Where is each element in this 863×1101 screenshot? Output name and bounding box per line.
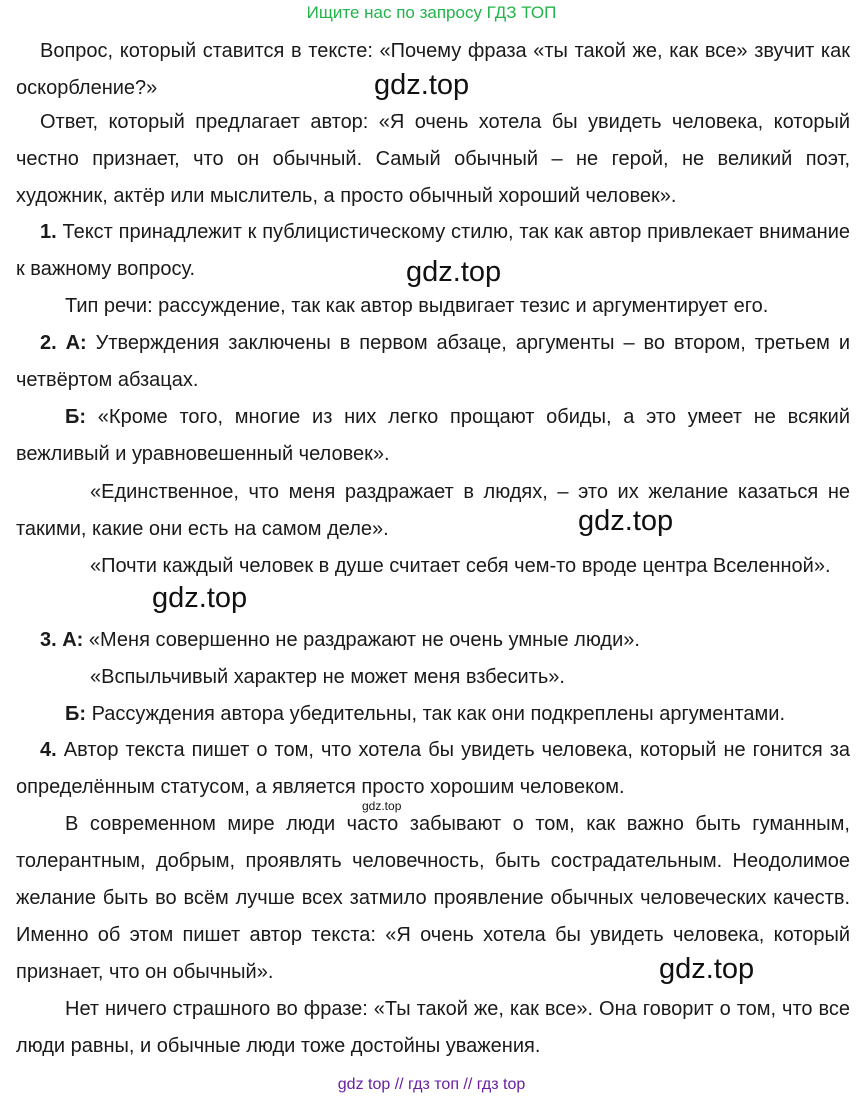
item-1-label: 1. xyxy=(40,221,57,243)
paragraph-quote-1: «Единственное, что меня раздражает в людях, – это их желание казаться не такими, какие они есть на самом деле». xyxy=(16,481,850,540)
promo-footer: gdz top // гдз топ // гдз top xyxy=(337,1076,526,1093)
paragraph-quote-2: «Почти каждый человек в душе считает себя чем-то вроде центра Вселенной». xyxy=(90,555,831,577)
promo-header: Ищите нас по запросу ГДЗ ТОП xyxy=(306,3,557,22)
watermark: gdz.top xyxy=(152,582,248,614)
paragraph-answer: Ответ, который предлагает автор: «Я очень хотела бы увидеть человека, который честно признает, что он обычный. Самый обычный – не герой, не великий поэт, художник, актёр или мыслитель, а просто обычный хороший человек». xyxy=(16,111,850,207)
item-4-text: Автор текста пишет о том, что хотела бы увидеть человека, который не гонится за определённым статусом, а является просто хорошим человеком. xyxy=(16,739,850,798)
paragraph-item-3b xyxy=(16,696,863,733)
paragraph-item-3a xyxy=(16,622,850,659)
item-4-label: 4. xyxy=(40,739,57,761)
item-3b-text: Рассуждения автора убедительны, так как они подкреплены аргументами. xyxy=(86,703,786,725)
watermark: gdz.top xyxy=(374,69,470,101)
item-1-text: Текст принадлежит к публицистическому стилю, так как автор привлекает внимание к важному вопросу. xyxy=(16,221,850,280)
paragraph-conclusion: Нет ничего страшного во фразе: «Ты такой же, как все». Она говорит о том, что все люди равны, и обычные люди тоже достойны уважения. xyxy=(16,998,850,1057)
watermark: gdz.top xyxy=(406,256,502,288)
paragraph-speech-type: Тип речи: рассуждение, так как автор выдвигает тезис и аргументирует его. xyxy=(65,295,769,317)
watermark: gdz.top xyxy=(659,953,755,985)
paragraph-item-2b xyxy=(16,399,850,473)
item-3a-label: 3. А: xyxy=(40,629,84,651)
watermark-small: gdz.top xyxy=(362,799,402,813)
paragraph-quote-3: «Вспыльчивый характер не может меня взбесить». xyxy=(90,666,565,688)
item-3a-text: «Меня совершенно не раздражают не очень умные люди». xyxy=(83,629,640,651)
item-2b-text: «Кроме того, многие из них легко прощают обиды, а это умеет не всякий вежливый и уравновешенный человек». xyxy=(16,406,850,465)
paragraph-question: Вопрос, который ставится в тексте: «Почему фраза «ты такой же, как все» звучит как оскорбление?» xyxy=(16,40,850,99)
item-2a-label: 2. А: xyxy=(40,332,87,354)
paragraph-item-2a xyxy=(16,325,850,399)
item-3b-label: Б: xyxy=(65,703,87,725)
paragraph-essay: В современном мире люди часто забывают о том, как важно быть гуманным, толерантным, добрым, проявлять человечность, быть сострадательным. Неодолимое желание быть во всём лучше всех затмило проявление обычных человеческих качеств. Именно об этом пишет автор текста: «Я очень хотела бы увидеть человека, который признает, что он обычный». xyxy=(16,813,850,983)
paragraph-item-4 xyxy=(16,732,850,806)
item-2a-text: Утверждения заключены в первом абзаце, аргументы – во втором, третьем и четвёртом абзацах. xyxy=(16,332,850,391)
item-2b-label: Б: xyxy=(65,406,87,428)
watermark: gdz.top xyxy=(578,505,674,537)
